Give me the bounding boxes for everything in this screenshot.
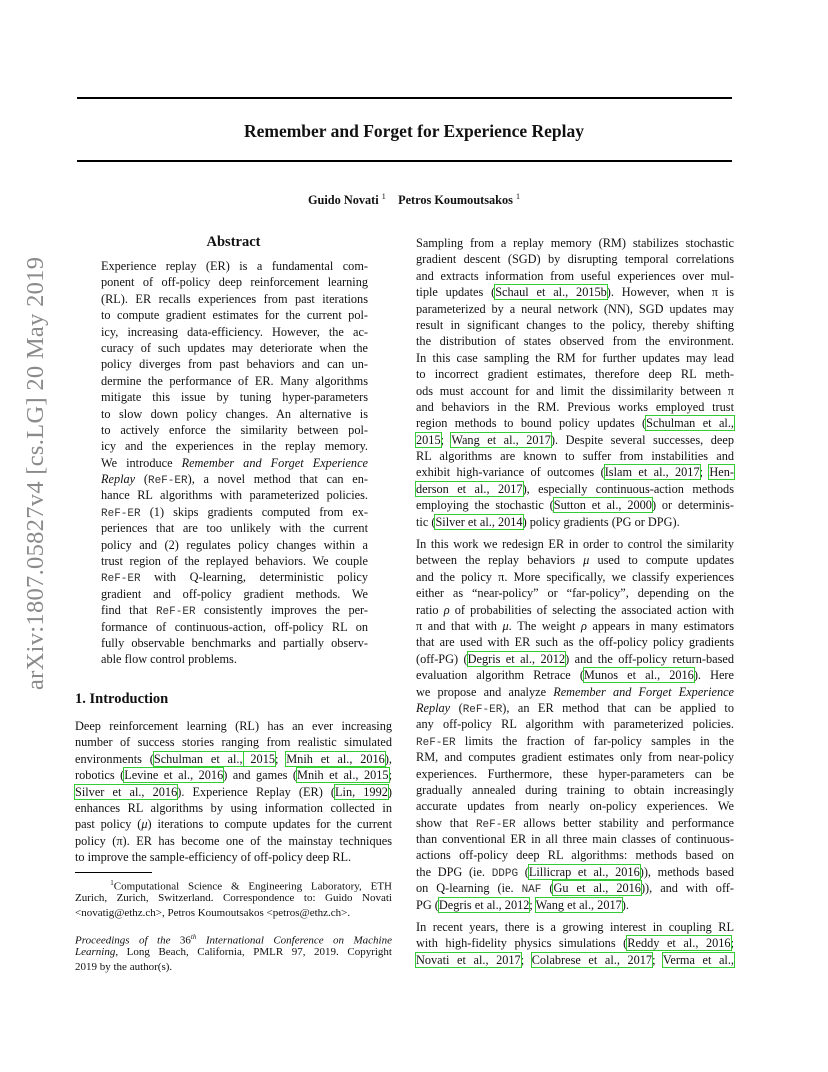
abstract-line: curacy of such updates may deteriorate when the — [101, 340, 368, 355]
affiliation-footnote — [75, 876, 392, 921]
body-line: Novati et al., 2017; Colabrese et al., 2017; Verma et al., — [416, 952, 734, 967]
abstract-line: fully observable benchmarks and partially observ- — [101, 635, 368, 650]
title-rule-bottom — [77, 160, 732, 162]
body-line: between the replay behaviors μ used to compute updates — [416, 553, 734, 568]
abstract-line: ponent of off-policy deep reinforcement learning — [101, 275, 368, 290]
body-line: RL algorithms are known to suffer from instabilities and — [416, 449, 734, 464]
abstract-line: gradient and off-policy gradient methods. We — [101, 586, 368, 601]
section-heading-introduction: 1. Introduction — [75, 691, 169, 707]
body-line: Replay (ReF-ER), an ER method that can be applied to — [416, 700, 734, 716]
introduction-line: to improve the sample-efficiency of off-policy deep RL. — [75, 850, 352, 865]
proceedings-notice — [75, 930, 392, 975]
body-line: In recent years, there is a growing interest in coupling RL — [416, 920, 734, 935]
abstract-line: to slow down policy changes. An alternative is — [101, 406, 368, 421]
body-line: accurate updates from nearly on-policy experiences. We — [416, 799, 734, 814]
abstract-heading: Abstract — [206, 234, 261, 250]
introduction-line: past policy (μ) iterations to compute updates for the current — [75, 817, 392, 832]
body-line: In this work we redesign ER in order to control the similarity — [416, 537, 734, 552]
body-line: experiences. Furthermore, these hyper-parameters can be — [416, 766, 734, 781]
body-line: RM, and computes gradient estimates only from near-policy — [416, 750, 734, 765]
proceedings-line: Learning, Long Beach, California, PMLR 97, 2019. Copyright — [75, 946, 392, 958]
abstract-line: (RL). ER recalls experiences from past iterations — [101, 291, 368, 306]
body-line: we propose and analyze Remember and Forget Experience — [416, 684, 735, 699]
body-line: that are used with ER such as the off-policy policy gradients — [416, 635, 734, 650]
paragraph — [416, 919, 734, 968]
footnote-line: Zurich, Zurich, Switzerland. Correspondence to: Guido Novati — [75, 892, 392, 904]
body-line: 2015; Wang et al., 2017). Despite several successes, deep — [416, 432, 734, 447]
abstract-line: policy diverges from past behaviors and can un- — [101, 357, 368, 372]
abstract-line: to compute gradient estimates for the current pol- — [101, 308, 368, 323]
body-line: the DPG (ie. DDPG (Lillicrap et al., 2016)), methods based — [416, 864, 734, 880]
body-line: on Q-learning (ie. NAF (Gu et al., 2016)), and with off- — [416, 881, 735, 897]
introduction-line: Silver et al., 2016). Experience Replay (ER) (Lin, 1992) — [75, 784, 392, 799]
body-line: exhibit high-variance of outcomes (Islam et al., 2017; Hen- — [416, 465, 734, 480]
introduction-line: environments (Schulman et al., 2015; Mnih et al., 2016), — [75, 751, 392, 766]
body-line: tic (Silver et al., 2014) policy gradients (PG or DPG). — [416, 514, 680, 529]
body-line: parameterized by a neural network (NN), SGD updates may — [416, 301, 734, 316]
introduction-line: policy (π). ER has become one of the mainstay techniques — [75, 833, 392, 848]
body-line: and extracts information from useful experiences over mul- — [416, 268, 734, 283]
abstract-line: able flow control problems. — [101, 652, 237, 667]
body-line: the distribution of states observed from the environment. — [416, 334, 734, 349]
abstract-line: dermine the performance of ER. Many algorithms — [101, 373, 368, 388]
body-line: PG (Degris et al., 2012; Wang et al., 2017). — [416, 897, 629, 912]
abstract-line: formance of continuous-action, off-policy RL on — [101, 619, 368, 634]
right-column-body — [416, 235, 734, 968]
arxiv-identifier: arXiv:1807.05827v4 [cs.LG] 20 May 2019 — [22, 256, 49, 690]
abstract-line: icy and the experiences in the replay memory. — [101, 439, 368, 454]
introduction-line: Deep reinforcement learning (RL) has an ever increasing — [75, 719, 392, 733]
author-list — [0, 192, 828, 208]
abstract-line: trust region of the replayed behaviors. We couple — [101, 554, 368, 569]
body-line: than conventional ER in all three main classes of continuous- — [416, 832, 734, 847]
abstract-line: We introduce Remember and Forget Experience — [101, 455, 368, 470]
abstract-line: Replay (ReF-ER), a novel method that can en- — [101, 472, 368, 488]
body-line: to incorrect gradient estimates, therefore deep RL meth- — [416, 367, 734, 382]
body-line: derson et al., 2017), especially continuous-action methods — [416, 481, 734, 496]
introduction-line: number of success stories ranging from realistic simulated — [75, 735, 392, 750]
body-line: with high-fidelity physics simulations (Reddy et al., 2016; — [416, 936, 734, 951]
introduction-body — [75, 718, 392, 866]
proceedings-line: Proceedings of the 36th International Conference on Machine — [75, 933, 392, 947]
body-line: evaluation algorithm Retrace (Munos et al., 2016). Here — [416, 668, 734, 683]
body-line: ReF-ER limits the fraction of far-policy samples in the — [416, 733, 734, 749]
body-line: gradually annealed during training to obtain increasingly — [416, 782, 734, 797]
body-line: and behaviors in the RM. Previous works employed trust — [416, 399, 734, 414]
abstract-line: Experience replay (ER) is a fundamental com- — [101, 259, 368, 273]
paragraph — [416, 235, 734, 530]
author-name: Guido Novati — [307, 193, 379, 208]
title-rule-top — [77, 97, 732, 99]
body-line: result in significant changes to the policy, thereby shifting — [416, 317, 734, 332]
body-line: region methods to bound policy updates (Schulman et al., — [416, 416, 735, 431]
body-line: actions off-policy deep RL algorithms: methods based on — [416, 848, 734, 863]
footnote-line: <novatig@ethz.ch>, Petros Koumoutsakos <petros@ethz.ch>. — [75, 907, 351, 919]
abstract-line: find that ReF-ER consistently improves the per- — [101, 603, 368, 619]
abstract-line: policy and (2) regulates policy changes within a — [101, 537, 368, 552]
body-line: In this case sampling the RM for further updates may lead — [416, 350, 734, 365]
author-name: Petros Koumoutsakos — [398, 193, 513, 208]
body-line: π and that with μ. The weight ρ appears in many estimators — [416, 618, 735, 633]
footnote-rule — [75, 872, 152, 873]
abstract-line: ReF-ER with Q-learning, deterministic policy — [101, 570, 368, 586]
affiliation-mark: 1 — [381, 192, 386, 201]
body-line: show that ReF-ER allows better stability and performance — [416, 815, 734, 831]
body-line: gradient descent (SGD) by disrupting temporal correlations — [416, 252, 734, 267]
body-line: ratio ρ of probabilities of selecting the associated action with — [416, 602, 734, 617]
body-line: tiple updates (Schaul et al., 2015b). However, when π is — [416, 285, 734, 300]
introduction-line: robotics (Levine et al., 2016) and games (Mnih et al., 2015; — [75, 768, 392, 783]
abstract-line: periences that are too unlikely with the current — [101, 521, 368, 536]
abstract-line: ReF-ER (1) skips gradients computed from ex- — [101, 504, 368, 520]
body-line: (off-PG) (Degris et al., 2012) and the off-policy return-based — [416, 651, 734, 666]
paragraph — [416, 536, 734, 913]
abstract-line: hance RL algorithms with parameterized policies. — [101, 488, 368, 503]
body-line: either as “near-policy” or “far-policy”, depending on the — [416, 586, 734, 601]
abstract-line: mitigate this issue by tuning hyper-parameters — [101, 390, 368, 405]
footnote-line: $^1$Computational Science & Engineering Laboratory, ETH — [110, 879, 392, 893]
proceedings-line: 2019 by the author(s). — [75, 961, 173, 973]
abstract-body — [101, 258, 368, 668]
body-line: and the policy π. More specifically, we classify experiences — [416, 569, 734, 584]
abstract-line: to actively enforce the similarity between pol- — [101, 422, 368, 437]
abstract-line: icy, increasing data-efficiency. However, the ac- — [101, 324, 368, 339]
body-line: any off-policy RL algorithm with parameterized policies. — [416, 717, 734, 732]
affiliation-mark: 1 — [516, 192, 521, 201]
body-line: Sampling from a replay memory (RM) stabilizes stochastic — [416, 236, 734, 250]
body-line: employing the stochastic (Sutton et al., 2000) or determinis- — [416, 498, 734, 513]
paper-title: Remember and Forget for Experience Replay — [243, 121, 585, 141]
body-line: ods must account for and limit the dissimilarity between π — [416, 383, 734, 398]
introduction-line: enhances RL algorithms by using information collected in — [75, 800, 392, 815]
